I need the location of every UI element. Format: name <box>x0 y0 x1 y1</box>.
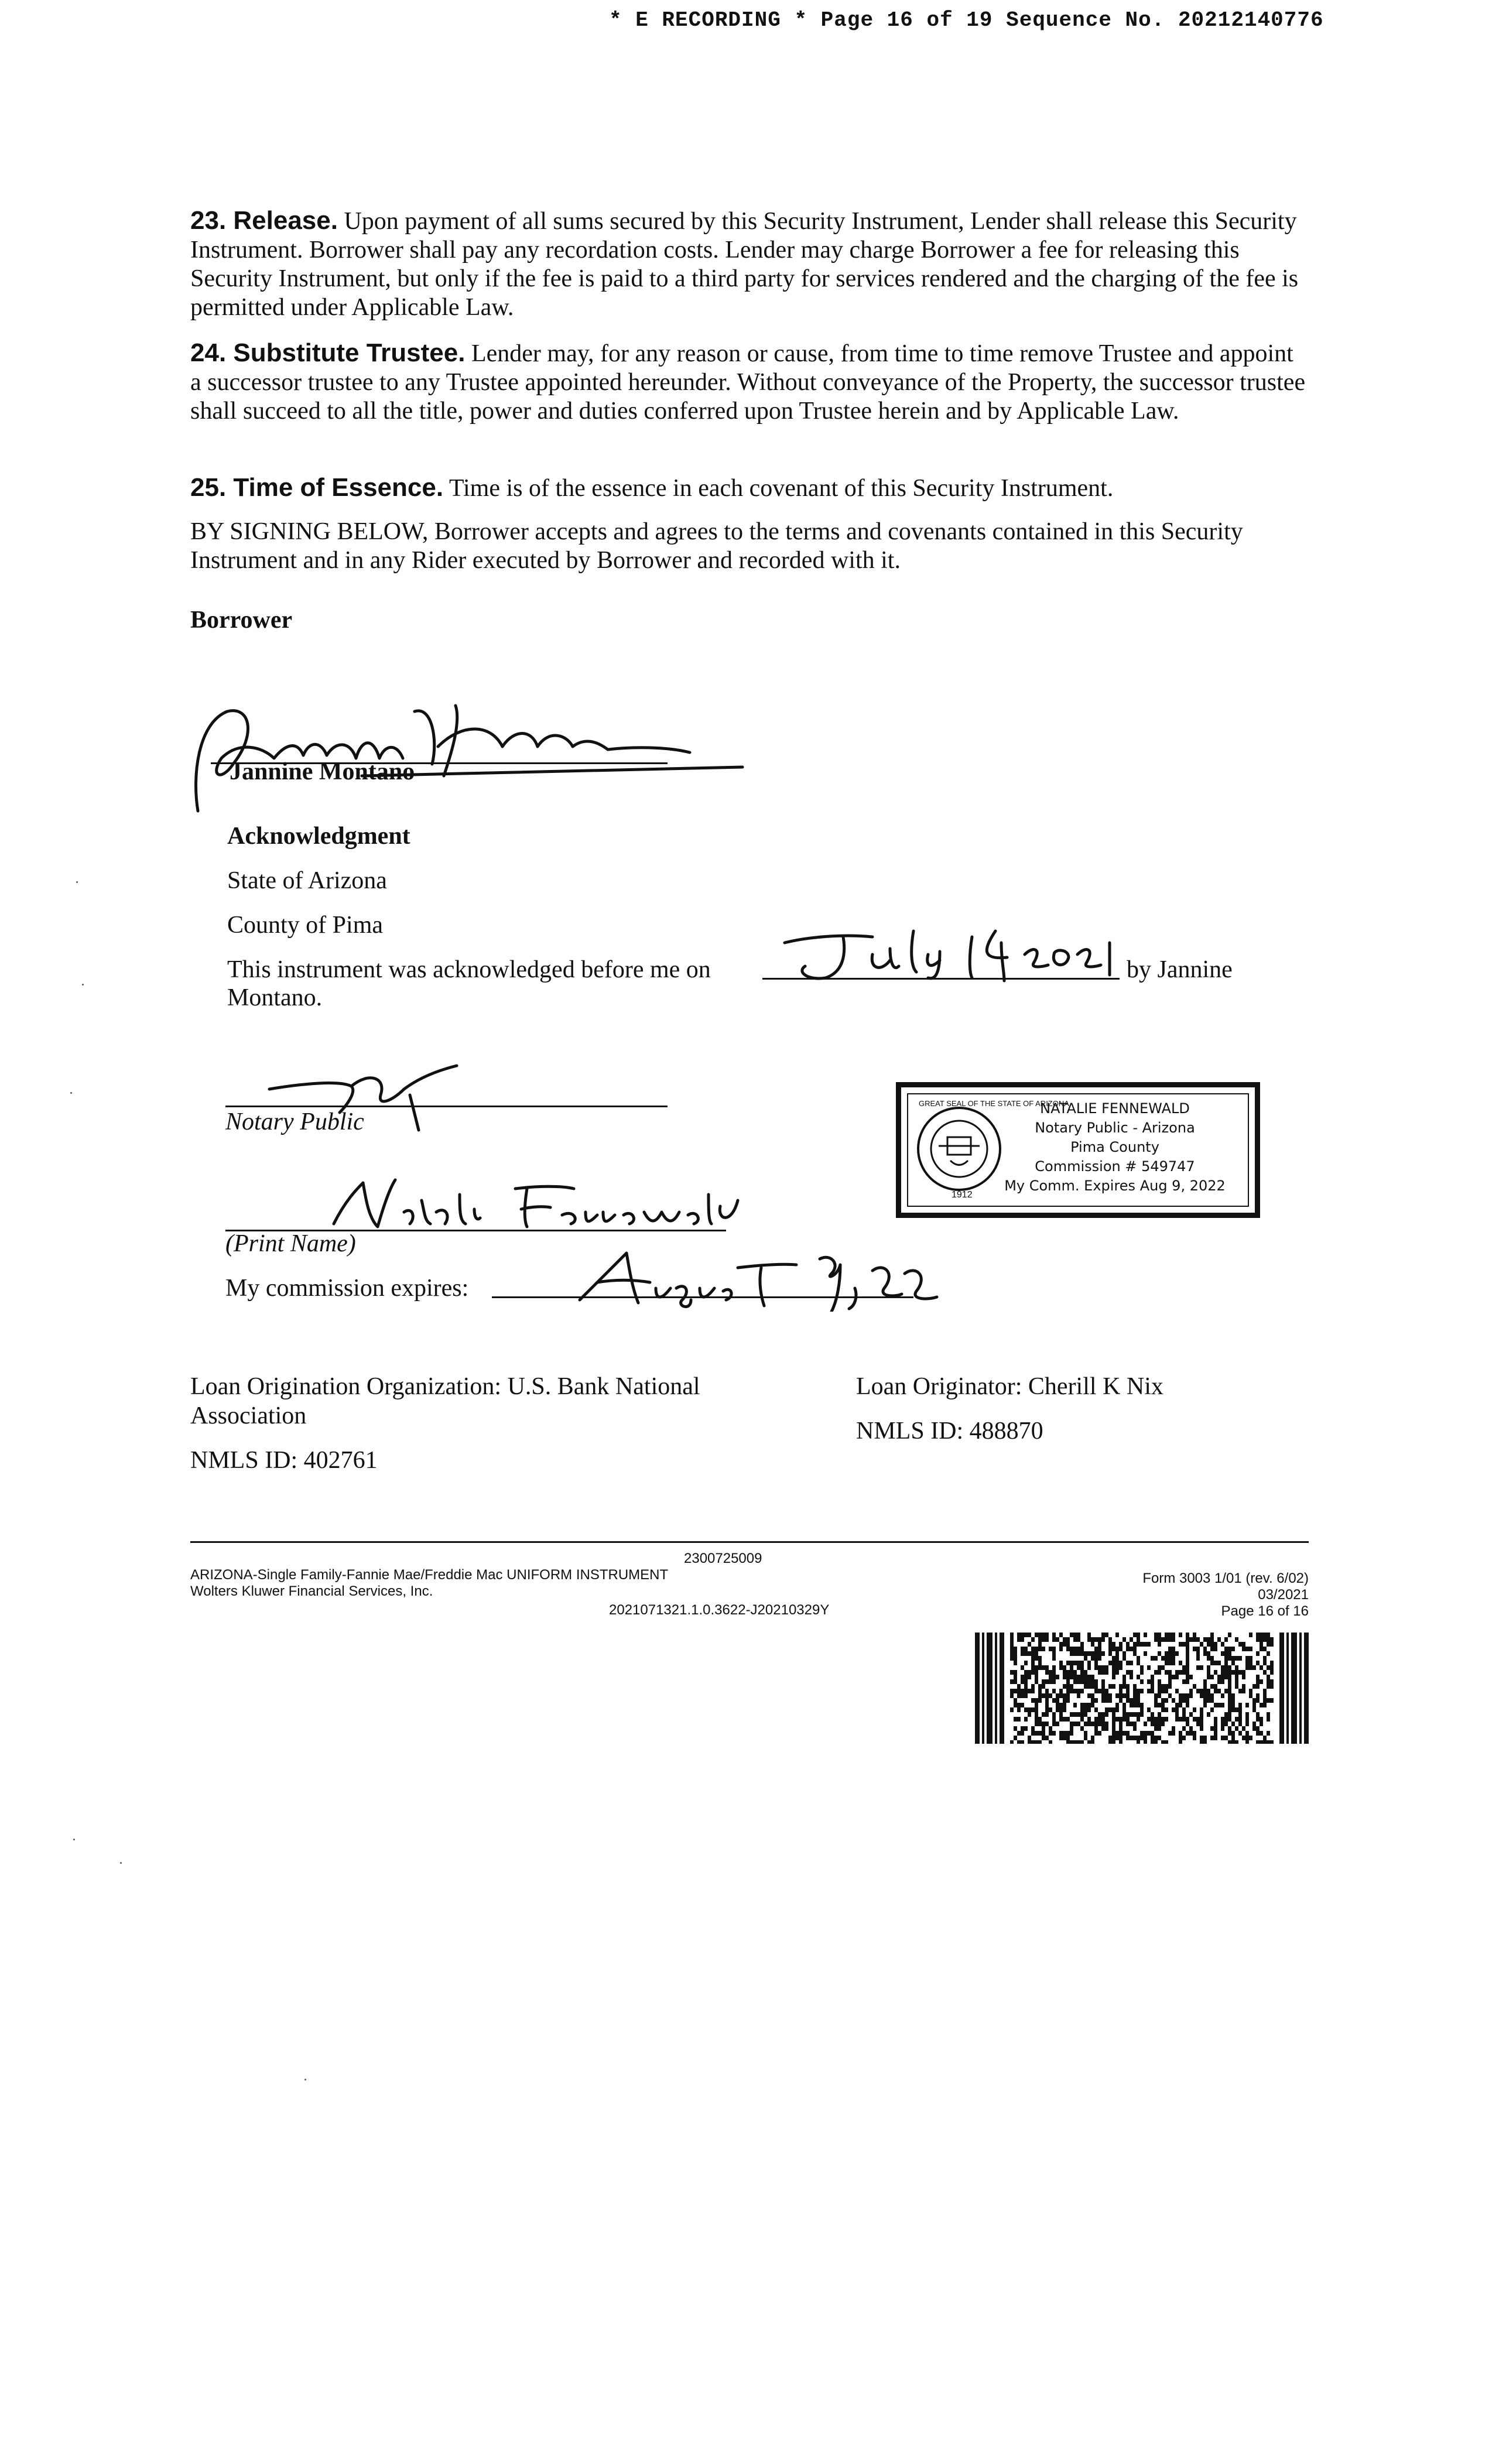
stamp-commission: Commission # 549747 <box>1035 1158 1195 1175</box>
footer-form-title: ARIZONA-Single Family-Fannie Mae/Freddie Mac UNIFORM INSTRUMENT <box>190 1567 669 1583</box>
recording-header: * E RECORDING * Page 16 of 19 Sequence No. 20212140776 <box>609 8 1324 32</box>
commission-expires-handwritten <box>574 1241 949 1312</box>
notary-stamp <box>896 1082 1260 1218</box>
speck <box>304 2079 306 2080</box>
section-body: Upon payment of all sums secured by this Security Instrument, Lender shall release this Security Instrument. Borrower shall pay any recordation costs. Lender may charge Borrower a fee for releasing this Security Instrument, but only if the fee is paid to a third party for services rendered and the charging of the fee is permitted under Applicable Law. <box>190 208 1299 321</box>
barcode-icon <box>975 1633 1309 1744</box>
section-substitute-trustee <box>190 338 1309 426</box>
state-seal-icon <box>915 1105 1003 1193</box>
section-heading: 23. Release. <box>190 206 338 235</box>
notary-signature-line <box>225 1106 668 1107</box>
acknowledgment-line-after: by Jannine <box>1127 956 1233 983</box>
loan-originator-nmls: NMLS ID: 488870 <box>856 1418 1043 1445</box>
signing-statement: BY SIGNING BELOW, Borrower accepts and agrees to the terms and covenants contained in this Security Instrument and in any Rider executed by Borrower and recorded with it. <box>190 518 1243 574</box>
speck <box>70 1092 72 1094</box>
footer-form-date: 03/2021 <box>1258 1587 1309 1603</box>
borrower-signature <box>186 688 748 817</box>
speck <box>76 881 78 883</box>
commission-expires-label: My commission expires: <box>225 1275 469 1302</box>
loan-originator: Loan Originator: Cherill K Nix <box>856 1373 1163 1400</box>
section-body: Lender may, for any reason or cause, from time to time remove Trustee and appoint a successor trustee to any Trustee appointed hereunder. Without conveyance of the Property, the successor trustee shall succeed to all the title, power and duties conferred upon Trustee herein and by Applicable Law. <box>190 340 1306 425</box>
stamp-notary-title: Notary Public - Arizona <box>1035 1120 1195 1136</box>
stamp-notary-name: NATALIE FENNEWALD <box>1040 1100 1190 1117</box>
borrower-signature-line <box>211 762 668 764</box>
acknowledgment-line-cont: Montano. <box>227 984 323 1011</box>
speck <box>73 1839 75 1840</box>
stamp-expires: My Comm. Expires Aug 9, 2022 <box>1004 1178 1226 1194</box>
section-release <box>190 206 1309 322</box>
seal-text: GREAT SEAL OF THE STATE OF ARIZONA <box>919 1099 1069 1108</box>
section-body: Time is of the essence in each covenant of this Security Instrument. <box>449 475 1114 502</box>
seal-year: 1912 <box>952 1190 973 1200</box>
origination-org: Loan Origination Organization: U.S. Bank National <box>190 1373 700 1400</box>
section-time-of-essence <box>190 473 1309 503</box>
notary-public-label: Notary Public <box>225 1108 364 1135</box>
footer-doc-code: 2021071321.1.0.3622-J20210329Y <box>609 1602 830 1618</box>
borrower-name: Jannine Montano <box>230 758 415 785</box>
footer-page: Page 16 of 16 <box>1221 1603 1309 1619</box>
acknowledgment-line-before: This instrument was acknowledged before me on <box>227 956 711 983</box>
origination-org-cont: Association <box>190 1402 307 1429</box>
footer-code-top: 2300725009 <box>684 1551 762 1566</box>
acknowledgment-title: Acknowledgment <box>227 823 410 850</box>
origination-org-nmls: NMLS ID: 402761 <box>190 1447 378 1474</box>
speck <box>120 1862 122 1864</box>
acknowledgment-county: County of Pima <box>227 912 384 939</box>
print-name-label: (Print Name) <box>225 1230 356 1257</box>
footer-form-number: Form 3003 1/01 (rev. 6/02) <box>1142 1570 1309 1586</box>
acknowledgment-date-handwritten <box>773 913 1124 984</box>
section-heading: 25. Time of Essence. <box>190 473 444 502</box>
section-heading: 24. Substitute Trustee. <box>190 338 466 367</box>
acknowledgment-state: State of Arizona <box>227 867 387 894</box>
speck <box>82 984 84 985</box>
borrower-label: Borrower <box>190 607 293 634</box>
footer-rule <box>190 1541 1309 1543</box>
stamp-text-block <box>995 1099 1235 1196</box>
footer-publisher: Wolters Kluwer Financial Services, Inc. <box>190 1583 433 1599</box>
stamp-county: Pima County <box>1070 1139 1159 1155</box>
